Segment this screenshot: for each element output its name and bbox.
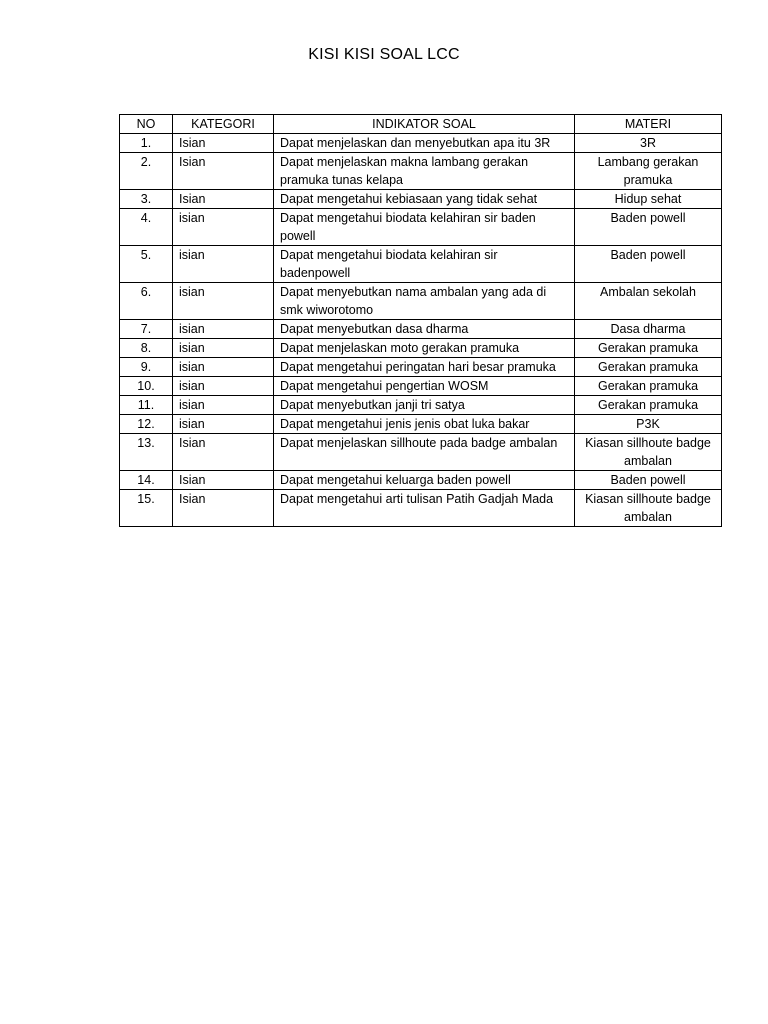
cell-no: 3. [120,190,173,209]
cell-no: 12. [120,415,173,434]
cell-no: 13. [120,434,173,471]
cell-kategori: isian [173,209,274,246]
header-kategori: KATEGORI [173,115,274,134]
table-row [120,358,722,377]
cell-indikator: Dapat menyebutkan dasa dharma [274,320,575,339]
cell-no: 1. [120,134,173,153]
cell-materi: Baden powell [575,209,722,246]
cell-indikator: Dapat mengetahui kebiasaan yang tidak sehat [274,190,575,209]
cell-kategori: isian [173,415,274,434]
cell-indikator: Dapat mengetahui jenis jenis obat luka bakar [274,415,575,434]
table-row [120,134,722,153]
cell-materi: Gerakan pramuka [575,358,722,377]
table-row [120,246,722,283]
cell-no: 2. [120,153,173,190]
table-row [120,377,722,396]
cell-kategori: Isian [173,134,274,153]
cell-kategori: Isian [173,490,274,527]
cell-kategori: isian [173,358,274,377]
cell-materi: Ambalan sekolah [575,283,722,320]
table-row [120,209,722,246]
cell-indikator: Dapat menjelaskan dan menyebutkan apa itu 3R [274,134,575,153]
table-row [120,190,722,209]
cell-no: 8. [120,339,173,358]
cell-kategori: isian [173,246,274,283]
cell-kategori: isian [173,339,274,358]
cell-kategori: isian [173,377,274,396]
header-no: NO [120,115,173,134]
cell-no: 5. [120,246,173,283]
cell-materi: 3R [575,134,722,153]
cell-materi: Kiasan sillhoute badge ambalan [575,490,722,527]
cell-kategori: isian [173,283,274,320]
document-title: KISI KISI SOAL LCC [308,46,460,63]
table-row [120,434,722,471]
cell-indikator: Dapat mengetahui arti tulisan Patih Gadjah Mada [274,490,575,527]
cell-no: 7. [120,320,173,339]
cell-indikator: Dapat menjelaskan sillhoute pada badge ambalan [274,434,575,471]
table-row [120,471,722,490]
cell-no: 6. [120,283,173,320]
cell-kategori: isian [173,396,274,415]
table-row [120,339,722,358]
cell-indikator: Dapat mengetahui biodata kelahiran sir badenpowell [274,246,575,283]
cell-materi: Gerakan pramuka [575,396,722,415]
cell-indikator: Dapat mengetahui peringatan hari besar pramuka [274,358,575,377]
cell-materi: Hidup sehat [575,190,722,209]
table-row [120,153,722,190]
cell-indikator: Dapat mengetahui keluarga baden powell [274,471,575,490]
cell-materi: Baden powell [575,246,722,283]
cell-indikator: Dapat mengetahui biodata kelahiran sir baden powell [274,209,575,246]
cell-no: 9. [120,358,173,377]
cell-kategori: Isian [173,434,274,471]
cell-indikator: Dapat mengetahui pengertian WOSM [274,377,575,396]
header-materi: MATERI [575,115,722,134]
cell-kategori: Isian [173,471,274,490]
table-header-row [120,115,722,134]
cell-materi: Gerakan pramuka [575,377,722,396]
cell-materi: P3K [575,415,722,434]
cell-indikator: Dapat menyebutkan janji tri satya [274,396,575,415]
cell-no: 11. [120,396,173,415]
table-row [120,320,722,339]
cell-kategori: isian [173,320,274,339]
cell-kategori: Isian [173,190,274,209]
cell-no: 4. [120,209,173,246]
cell-no: 15. [120,490,173,527]
cell-materi: Lambang gerakan pramuka [575,153,722,190]
header-indikator-soal: INDIKATOR SOAL [274,115,575,134]
cell-no: 14. [120,471,173,490]
cell-materi: Dasa dharma [575,320,722,339]
table-row [120,490,722,527]
cell-kategori: Isian [173,153,274,190]
cell-materi: Gerakan pramuka [575,339,722,358]
table-row [120,283,722,320]
table-row [120,396,722,415]
cell-indikator: Dapat menyebutkan nama ambalan yang ada di smk wiworotomo [274,283,575,320]
cell-indikator: Dapat menjelaskan makna lambang gerakan pramuka tunas kelapa [274,153,575,190]
cell-materi: Baden powell [575,471,722,490]
cell-no: 10. [120,377,173,396]
table-row [120,415,722,434]
cell-materi: Kiasan sillhoute badge ambalan [575,434,722,471]
cell-indikator: Dapat menjelaskan moto gerakan pramuka [274,339,575,358]
kisi-kisi-table [119,114,722,527]
